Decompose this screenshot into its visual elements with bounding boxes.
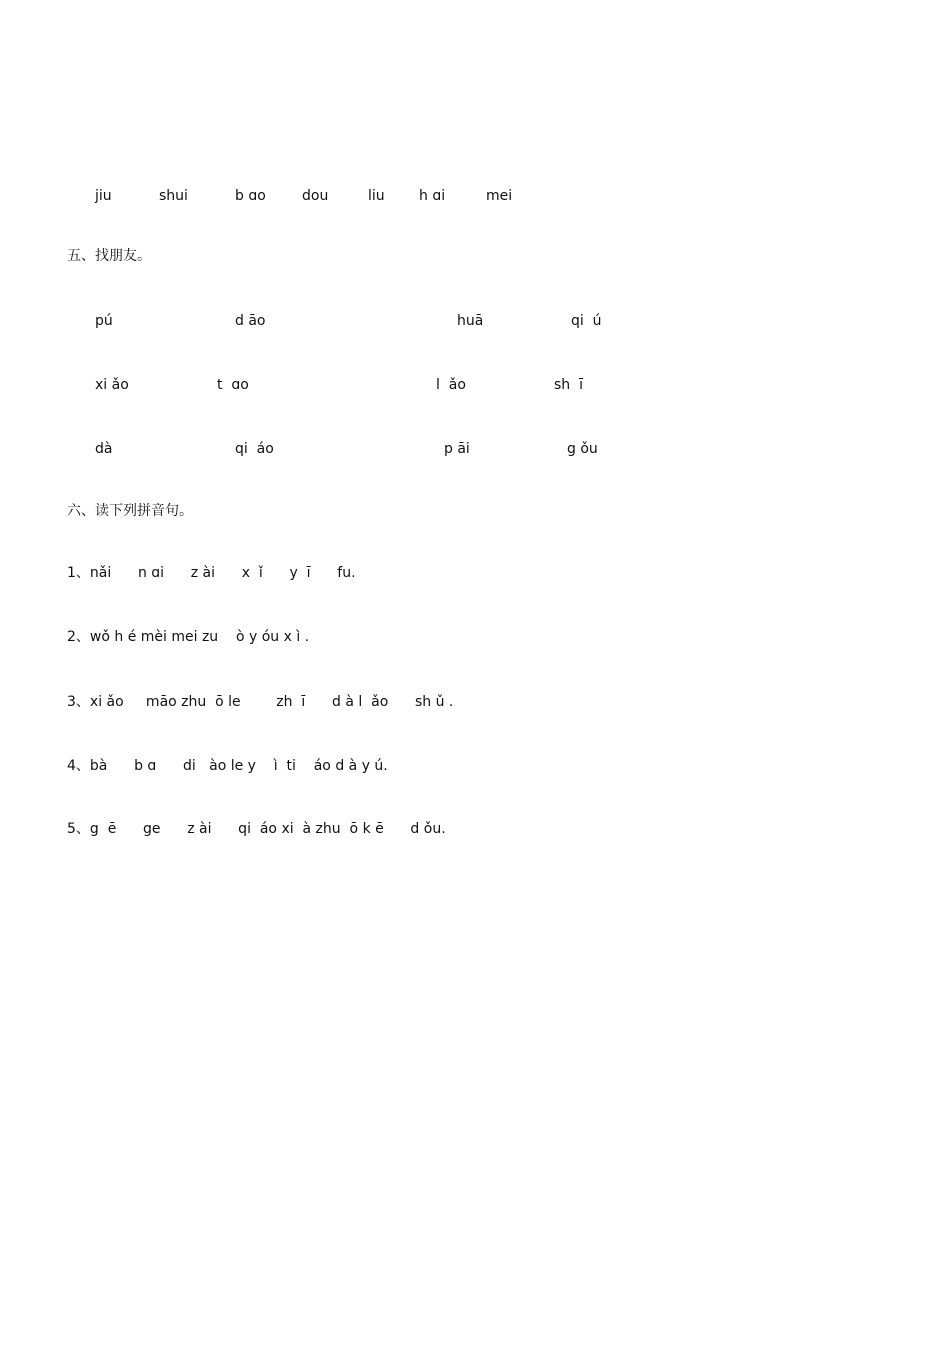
section-5-title: 五、找朋友。 (67, 248, 151, 264)
sentence-item: 2、wǒ h é mèi mei zu ò y óu x ì . (67, 629, 310, 645)
match-word: pú (95, 313, 113, 329)
sentence-item: 1、nǎi n ɑi z ài x ǐ y ī fu. (67, 565, 356, 581)
sentence-item: 4、bà b ɑ di ào le y ì ti áo d à y ú. (67, 758, 388, 774)
pinyin-word: dou (302, 188, 329, 204)
match-word: d āo (235, 313, 266, 329)
pinyin-word: mei (486, 188, 513, 204)
match-word: g ǒu (567, 441, 598, 457)
match-word: huā (457, 313, 484, 329)
section-6-title: 六、读下列拼音句。 (67, 503, 193, 519)
pinyin-word: liu (368, 188, 385, 204)
match-word: sh ī (554, 377, 583, 393)
match-word: xi ǎo (95, 377, 129, 393)
match-word: qi áo (235, 441, 274, 457)
match-word: dà (95, 441, 113, 457)
sentence-item: 3、xi ǎo māo zhu ō le zh ī d à l ǎo sh ǔ . (67, 694, 454, 710)
pinyin-word: b ɑo (235, 188, 266, 204)
match-word: p āi (444, 441, 470, 457)
pinyin-word: h ɑi (419, 188, 446, 204)
match-word: qi ú (571, 313, 602, 329)
sentence-item: 5、g ē ge z ài qi áo xi à zhu ō k ē d ǒu. (67, 821, 446, 837)
match-word: t ɑo (217, 377, 249, 393)
pinyin-word: jiu (95, 188, 112, 204)
pinyin-word: shui (159, 188, 188, 204)
match-word: l ǎo (436, 377, 466, 393)
